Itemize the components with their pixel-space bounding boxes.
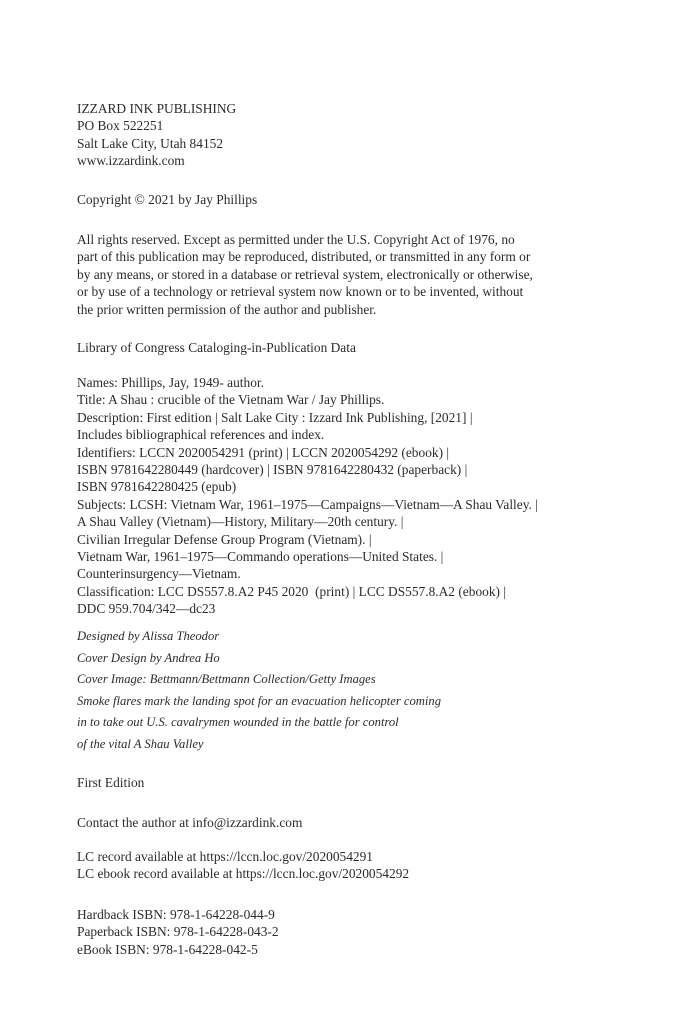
publisher-address-line1: PO Box 522251 [77,118,164,134]
isbn-line: Hardback ISBN: 978-1-64228-044-9 [77,907,275,922]
cip-line: ISBN 9781642280449 (hardcover) | ISBN 9781642280432 (paperback) | [77,462,468,478]
credits-block [77,626,637,756]
credit-line: Designed by Alissa Theodor [77,629,220,643]
cip-line: Description: First edition | Salt Lake City : Izzard Ink Publishing, [2021] | [77,409,473,425]
copyright-block [77,191,637,208]
lc-record-line: LC ebook record available at https://lccn.loc.gov/2020054292 [77,866,410,882]
isbn-line: Paperback ISBN: 978-1-64228-043-2 [77,924,279,940]
credit-line: Cover Design by Andrea Ho [77,650,220,665]
lc-record-line: LC record available at https://lccn.loc.gov/2020054291 [77,849,374,864]
contact-line: Contact the author at info@izzardink.com [77,815,303,830]
publisher-address-line2: Salt Lake City, Utah 84152 [77,135,224,151]
cip-line: Subjects: LCSH: Vietnam War, 1961–1975—Campaigns—Vietnam—A Shau Valley. | [77,496,538,512]
cip-line: DDC 959.704/342—dc23 [77,601,216,617]
edition-block [77,774,637,791]
publisher-block [77,100,637,170]
rights-line: part of this publication may be reproduced, distributed, or transmitted in any form or [77,249,531,265]
cip-line: Civilian Irregular Defense Group Program (Vietnam). | [77,531,372,547]
publisher-website: www.izzardink.com [77,153,185,169]
cip-line: Includes bibliographical references and index. [77,427,325,443]
rights-line: the prior written permission of the author and publisher. [77,301,377,317]
cip-line: Title: A Shau : crucible of the Vietnam War / Jay Phillips. [77,392,385,408]
cip-line: Identifiers: LCCN 2020054291 (print) | LCCN 2020054292 (ebook) | [77,444,450,460]
cip-line: Vietnam War, 1961–1975—Commando operations—United States. | [77,549,444,565]
rights-line: by any means, or stored in a database or retrieval system, electronically or otherwise, [77,266,533,282]
lc-records-block [77,848,637,883]
rights-line: or by use of a technology or retrieval system now known or to be invented, without [77,284,524,300]
cip-heading-block [77,339,637,356]
cip-heading: Library of Congress Cataloging-in-Publication Data [77,340,356,355]
contact-block [77,814,637,831]
rights-block [77,231,637,318]
cip-line: Names: Phillips, Jay, 1949- author. [77,375,264,390]
isbn-line: eBook ISBN: 978-1-64228-042-5 [77,941,258,957]
credit-line: Smoke flares mark the landing spot for an evacuation helicopter coming [77,693,441,708]
cip-line: A Shau Valley (Vietnam)—History, Military—20th century. | [77,514,404,530]
credit-line: in to take out U.S. cavalrymen wounded in the battle for control [77,715,399,730]
credit-line: Cover Image: Bettmann/Bettmann Collection/Getty Images [77,672,376,687]
isbn-block [77,906,637,958]
cip-line: Classification: LCC DS557.8.A2 P45 2020 (print) | LCC DS557.8.A2 (ebook) | [77,583,507,599]
rights-line: All rights reserved. Except as permitted under the U.S. Copyright Act of 1976, no [77,232,515,247]
edition: First Edition [77,775,145,790]
cip-line: ISBN 9781642280425 (epub) [77,479,237,495]
cip-block [77,374,637,618]
cip-line: Counterinsurgency—Vietnam. [77,566,241,582]
publisher-name: IZZARD INK PUBLISHING [77,101,237,116]
copyright-notice: Copyright © 2021 by Jay Phillips [77,192,258,207]
credit-line: of the vital A Shau Valley [77,736,204,751]
